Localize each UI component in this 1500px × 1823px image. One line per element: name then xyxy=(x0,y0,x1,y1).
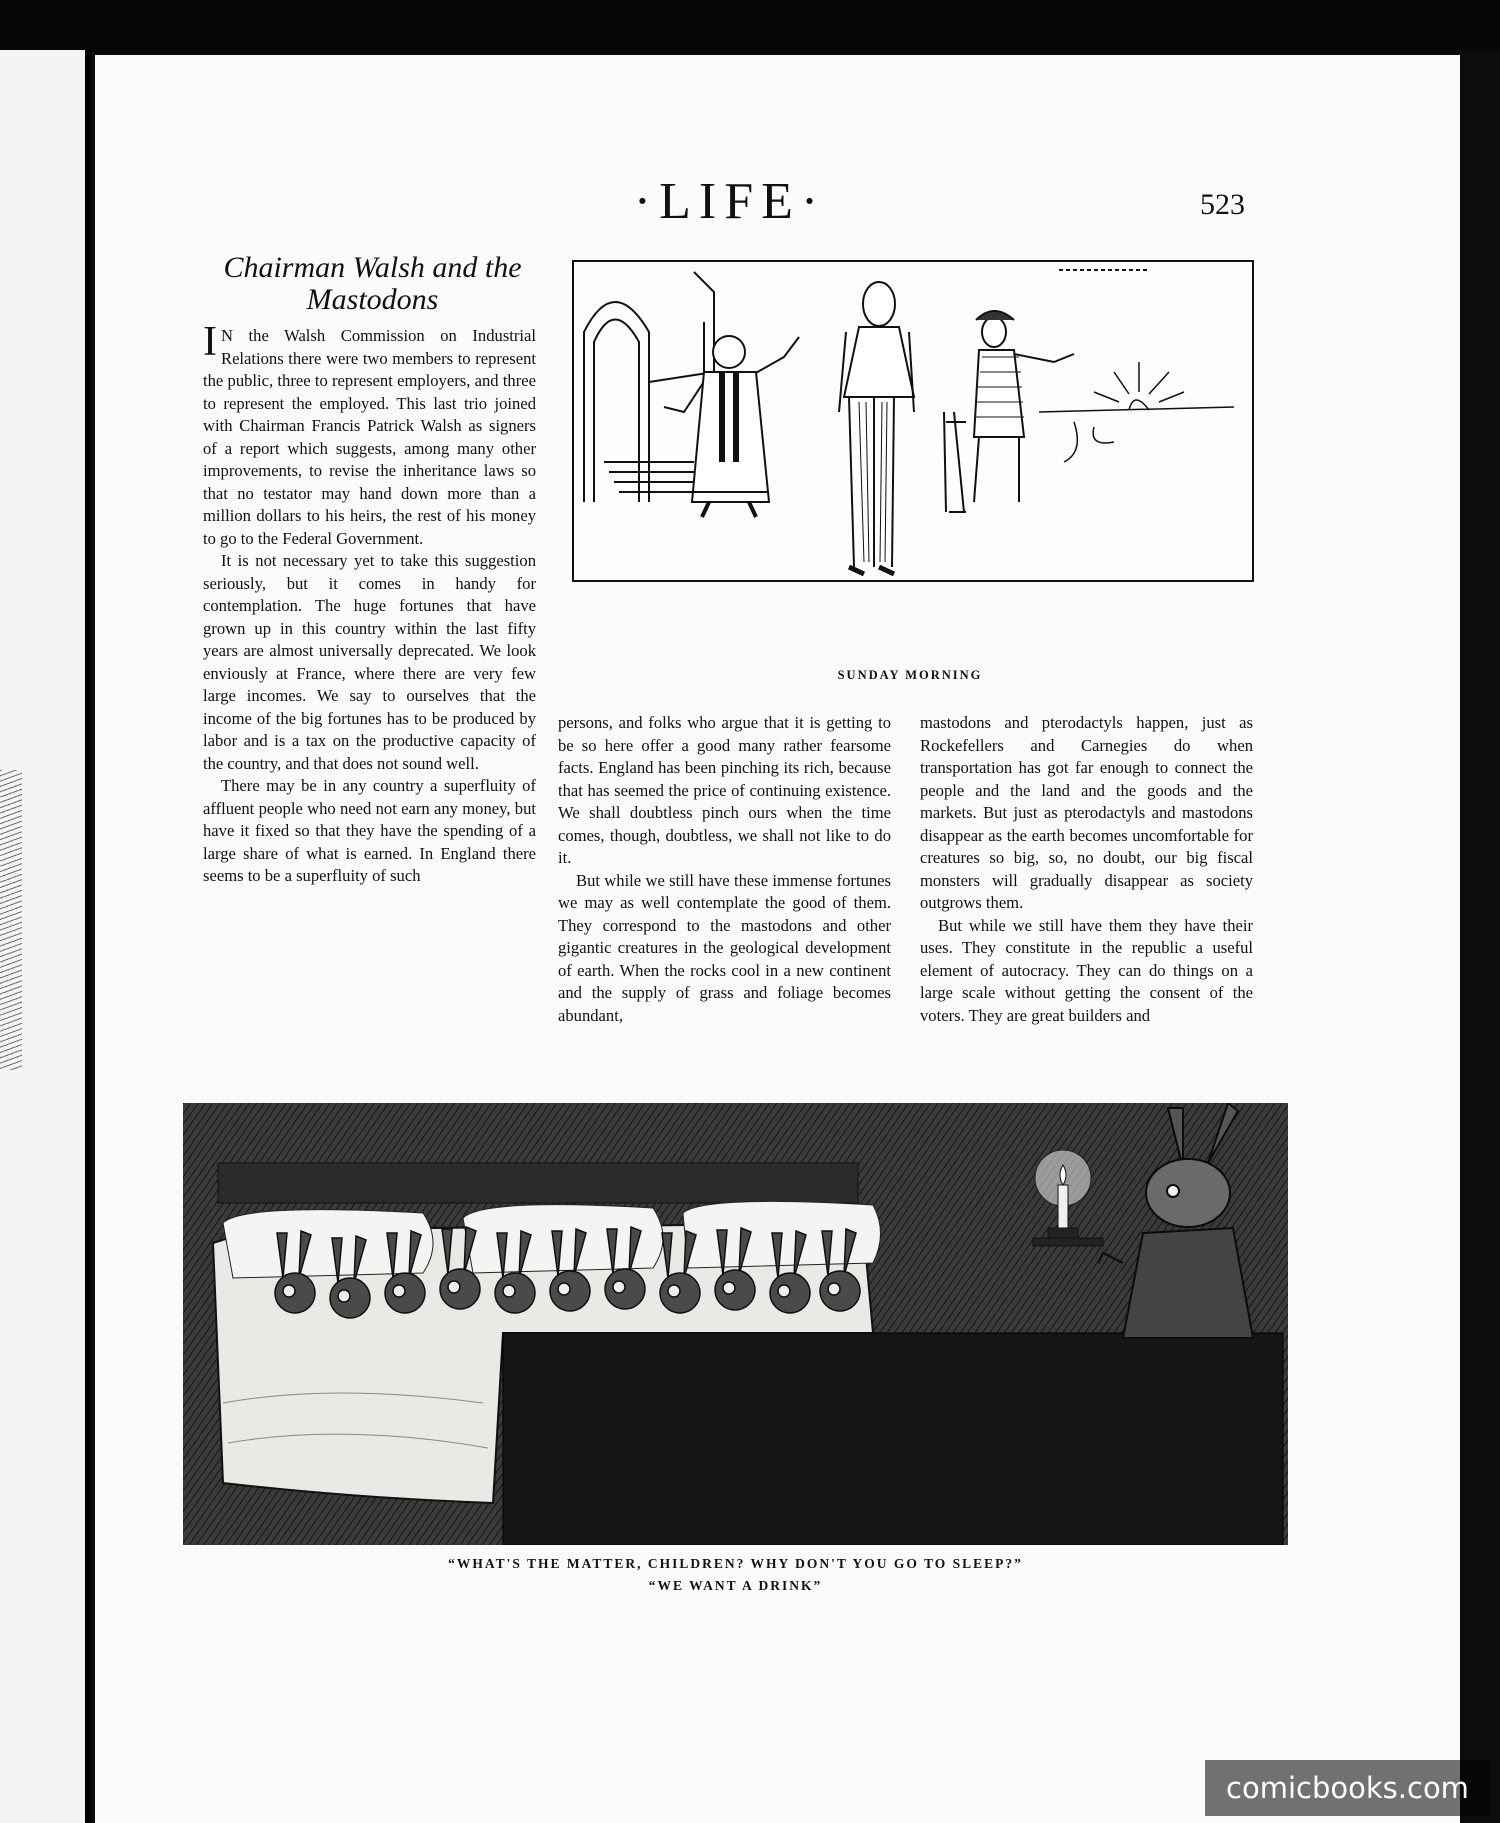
sunrise-scene xyxy=(1039,362,1234,462)
headboard xyxy=(218,1163,858,1203)
page-number: 523 xyxy=(1200,188,1245,221)
article-column-1 xyxy=(203,319,536,888)
paragraph: But while we still have them they have their uses. They constitute in the republic a useful element of autocracy. They can do things on a large scale without getting the consent of the voters. They are great builders and xyxy=(920,915,1253,1025)
paragraph: persons, and folks who argue that it is getting to be so here offer a good many rather fearsome facts. England has been pinching its rich, because that has seemed the price of continuing existence. We shall doubtless pinch ours when the time comes, though, doubtless, we shall not like to do it. xyxy=(558,713,891,867)
footboard xyxy=(503,1333,1283,1545)
article-column-3 xyxy=(920,712,1253,1027)
sunday-morning-illustration xyxy=(572,260,1254,582)
paragraph: But while we still have these immense fortunes we may as well contemplate the good of them. They correspond to the mastodons and other gigantic creatures in the geological development of earth. When the rocks cool in a new continent and the supply of grass and foliage becomes abundant, xyxy=(558,870,891,1025)
illustration-caption-bottom xyxy=(183,1553,1288,1597)
magazine-title: ·LIFE· xyxy=(633,173,827,230)
article-title: Chairman Walsh and the Mastodons xyxy=(223,251,522,316)
facing-page-hatching xyxy=(0,770,22,1070)
paragraph: There may be in any country a superfluity of affluent people who need not earn any money, but have it fixed so that they have the spending of a large share of what is earned. In England there seems to be a superfluity of such xyxy=(203,776,536,885)
facing-page-edge xyxy=(0,50,91,1823)
article-column-2 xyxy=(558,712,891,1027)
paragraph-text: N the Walsh Commission on Industrial Relations there were two members to represent the public, three to represent employers, and three to represent the employed. This last trio joined with Chairman Francis Patrick Walsh as signers of a report which suggests, among many other improvements, to revise the inheritance laws so that no testator may hand down more than a million dollars to his heirs, the rest of his money to go to the Federal Government. xyxy=(203,326,536,548)
rabbits-bedtime-illustration xyxy=(183,1103,1288,1545)
caption-line-2: “WE WANT A DRINK” xyxy=(648,1578,823,1593)
illustration-caption-top: SUNDAY MORNING xyxy=(837,668,983,682)
pillow xyxy=(223,1210,433,1278)
caption-line-1: “WHAT'S THE MATTER, CHILDREN? WHY DON'T YOU GO TO SLEEP?” xyxy=(448,1556,1023,1571)
priest-figure xyxy=(664,336,799,517)
paragraph: mastodons and pterodactyls happen, just as Rockefellers and Carnegies do when transportation has got far enough to connect the people and the land and the goods and the markets. But just as pterodactyls and mastodons disappear as the earth becomes uncomfortable for creatures so big, so, no doubt, our big fiscal monsters will gradually disappear as society outgrows them. xyxy=(920,713,1253,912)
young-man-figure xyxy=(839,282,914,574)
paragraph: It is not necessary yet to take this suggestion seriously, but it comes in handy for contemplation. The huge fortunes that have grown up in this country within the last fifty years are almost universally deprecated. We look enviously at France, where there are very few large incomes. We say to ourselves that the income of the big fortunes has to be produced by labor and is a tax on the productive capacity of the country, and that does not sound well. xyxy=(203,551,536,773)
paragraph xyxy=(203,319,536,550)
drop-cap: I xyxy=(203,319,217,365)
scan-right-border xyxy=(1460,55,1500,1823)
scan-top-border xyxy=(0,0,1500,50)
site-watermark: comicbooks.com xyxy=(1205,1760,1490,1816)
